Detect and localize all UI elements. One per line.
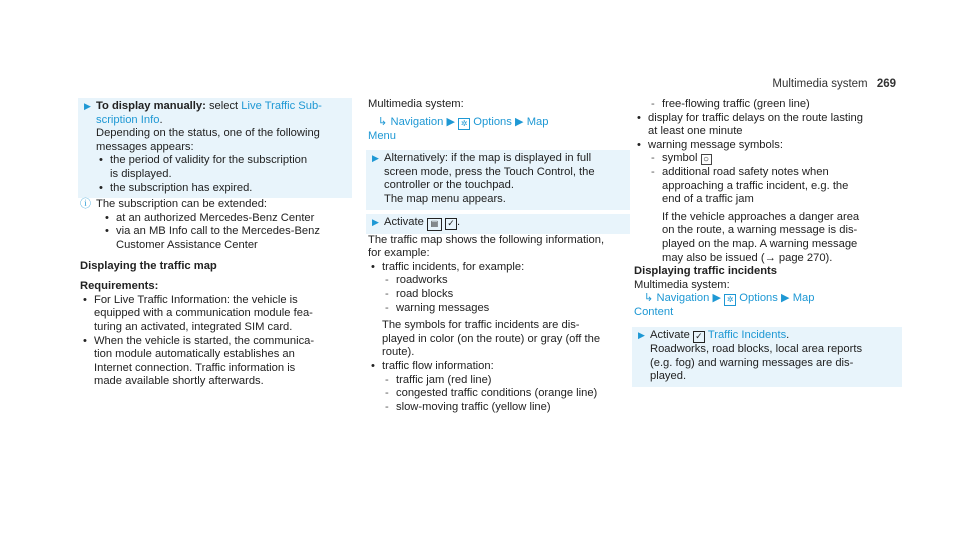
list-item: - roadworks: [382, 274, 630, 288]
arrow-right-icon: ▶: [372, 153, 379, 164]
traffic-map-icon[interactable]: ▤: [427, 218, 442, 231]
multimedia-label: Multimedia system:: [368, 98, 464, 110]
step-label: To display manually:: [96, 100, 206, 112]
section-heading: Displaying traffic incidents: [634, 265, 777, 278]
list-item: • via an MB Info call to the Mercedes-Benz Customer Assistance Center: [102, 225, 352, 252]
list-item: - road blocks: [382, 288, 630, 302]
header-title: Multimedia system: [772, 78, 868, 90]
chevron-right-icon: ▶: [514, 115, 524, 128]
list-item: • at an authorized Mercedes-Benz Center: [102, 212, 352, 226]
arrow-right-icon: ▶: [638, 329, 645, 340]
path-content[interactable]: Content: [634, 306, 674, 319]
list-item: - slow-moving traffic (yellow line): [382, 401, 630, 415]
step-alternatively: ▶ Alternatively: if the map is displayed in full screen mode, press the Touch Control, the controller or the touchpad. The map menu appears.: [366, 150, 630, 209]
list-item: • traffic flow information:: [368, 360, 630, 374]
paragraph: The symbols for traffic incidents are dis- played in color (on the route) or gray (off the route).: [382, 319, 601, 359]
paragraph: for example:: [368, 247, 430, 260]
menu-path: [368, 116, 630, 130]
live-traffic-link[interactable]: Live Traffic Sub-: [241, 100, 322, 112]
requirements-label: Requirements:: [80, 280, 159, 293]
chevron-right-icon: ▶: [712, 292, 722, 305]
page-header: [772, 78, 896, 92]
page-number: 269: [876, 78, 896, 90]
traffic-incidents-link[interactable]: Traffic Incidents: [707, 328, 787, 341]
list-item: - warning messages: [382, 302, 630, 316]
checkbox-icon[interactable]: ✓: [693, 331, 705, 343]
multimedia-label: Multimedia system:: [634, 278, 730, 291]
chevron-right-icon: ▶: [780, 292, 790, 305]
info-icon: ⓘ: [80, 198, 91, 211]
list-item: • the period of validity for the subscription is displayed.: [96, 154, 348, 181]
path-options[interactable]: Options: [473, 115, 512, 128]
gear-icon: ✲: [458, 118, 470, 130]
arrow-right-icon: ▶: [372, 216, 379, 227]
path-map[interactable]: Map: [792, 292, 815, 305]
warning-symbol-icon: ○: [701, 154, 712, 165]
path-menu[interactable]: Menu: [368, 129, 396, 142]
path-options[interactable]: Options: [739, 292, 778, 305]
path-navigation[interactable]: Navigation: [656, 292, 710, 305]
checkbox-icon[interactable]: ✓: [445, 218, 457, 230]
path-arrow-icon: ↳: [378, 115, 388, 128]
list-item: • When the vehicle is started, the communica- tion module automatically establishes an Internet connection. Traffic information is made available shortly afterwards.: [80, 335, 352, 389]
arrow-right-icon: ▶: [84, 101, 91, 111]
column-1: [80, 98, 352, 389]
step-activate: ▶ Activate ▤ ✓ .: [366, 214, 630, 234]
step-desc: messages appears:: [96, 140, 194, 153]
list-item: - free-flowing traffic (green line): [648, 98, 902, 112]
list-item: - symbol ○: [648, 152, 902, 166]
step-desc: Depending on the status, one of the following: [96, 127, 320, 140]
list-item: • display for traffic delays on the route lasting at least one minute: [634, 112, 902, 139]
gear-icon: ✲: [724, 294, 736, 306]
list-item: - congested traffic conditions (orange line): [382, 387, 630, 401]
list-item: • the subscription has expired.: [96, 182, 348, 196]
path-map[interactable]: Map: [526, 115, 549, 128]
list-item: - additional road safety notes when approaching a traffic incident, e.g. the end of a traffic jam If the vehicle approaches a danger area on the route, a warning message is dis- played on the map. A warning message may also be issued (→ page 270).: [648, 166, 902, 265]
list-item: - traffic jam (red line): [382, 374, 630, 388]
list-item: • warning message symbols:: [634, 139, 902, 153]
section-heading: Displaying the traffic map: [80, 259, 217, 272]
note: ⓘ The subscription can be extended: • at an authorized Mercedes-Benz Center • via an MB Info call to the Mercedes-Benz Customer Assistance Center: [80, 198, 352, 252]
step-verb: select: [208, 100, 239, 112]
menu-path: [634, 292, 902, 306]
column-3: [634, 98, 902, 387]
path-arrow-icon: ↳: [644, 292, 654, 305]
list-item: • traffic incidents, for example:: [368, 261, 630, 275]
column-2: [368, 98, 630, 414]
live-traffic-link-cont[interactable]: scription Info: [96, 113, 160, 126]
step-display-manually: ▶ To display manually: select Live Traffic Sub- scription Info. Depending on the status, one of the following messages appears: • the period of validity for the subscription is displayed. • the subscription has expired.: [78, 98, 352, 198]
paragraph: The traffic map shows the following information,: [368, 233, 605, 246]
path-navigation[interactable]: Navigation: [390, 115, 444, 128]
chevron-right-icon: ▶: [446, 115, 456, 128]
step-activate-incidents: ▶ Activate ✓ Traffic Incidents. Roadworks, road blocks, local area reports (e.g. fog) and warning messages are dis- played.: [632, 327, 902, 387]
list-item: • For Live Traffic Information: the vehicle is equipped with a communication module fea- turing an activated, integrated SIM card.: [80, 294, 352, 335]
